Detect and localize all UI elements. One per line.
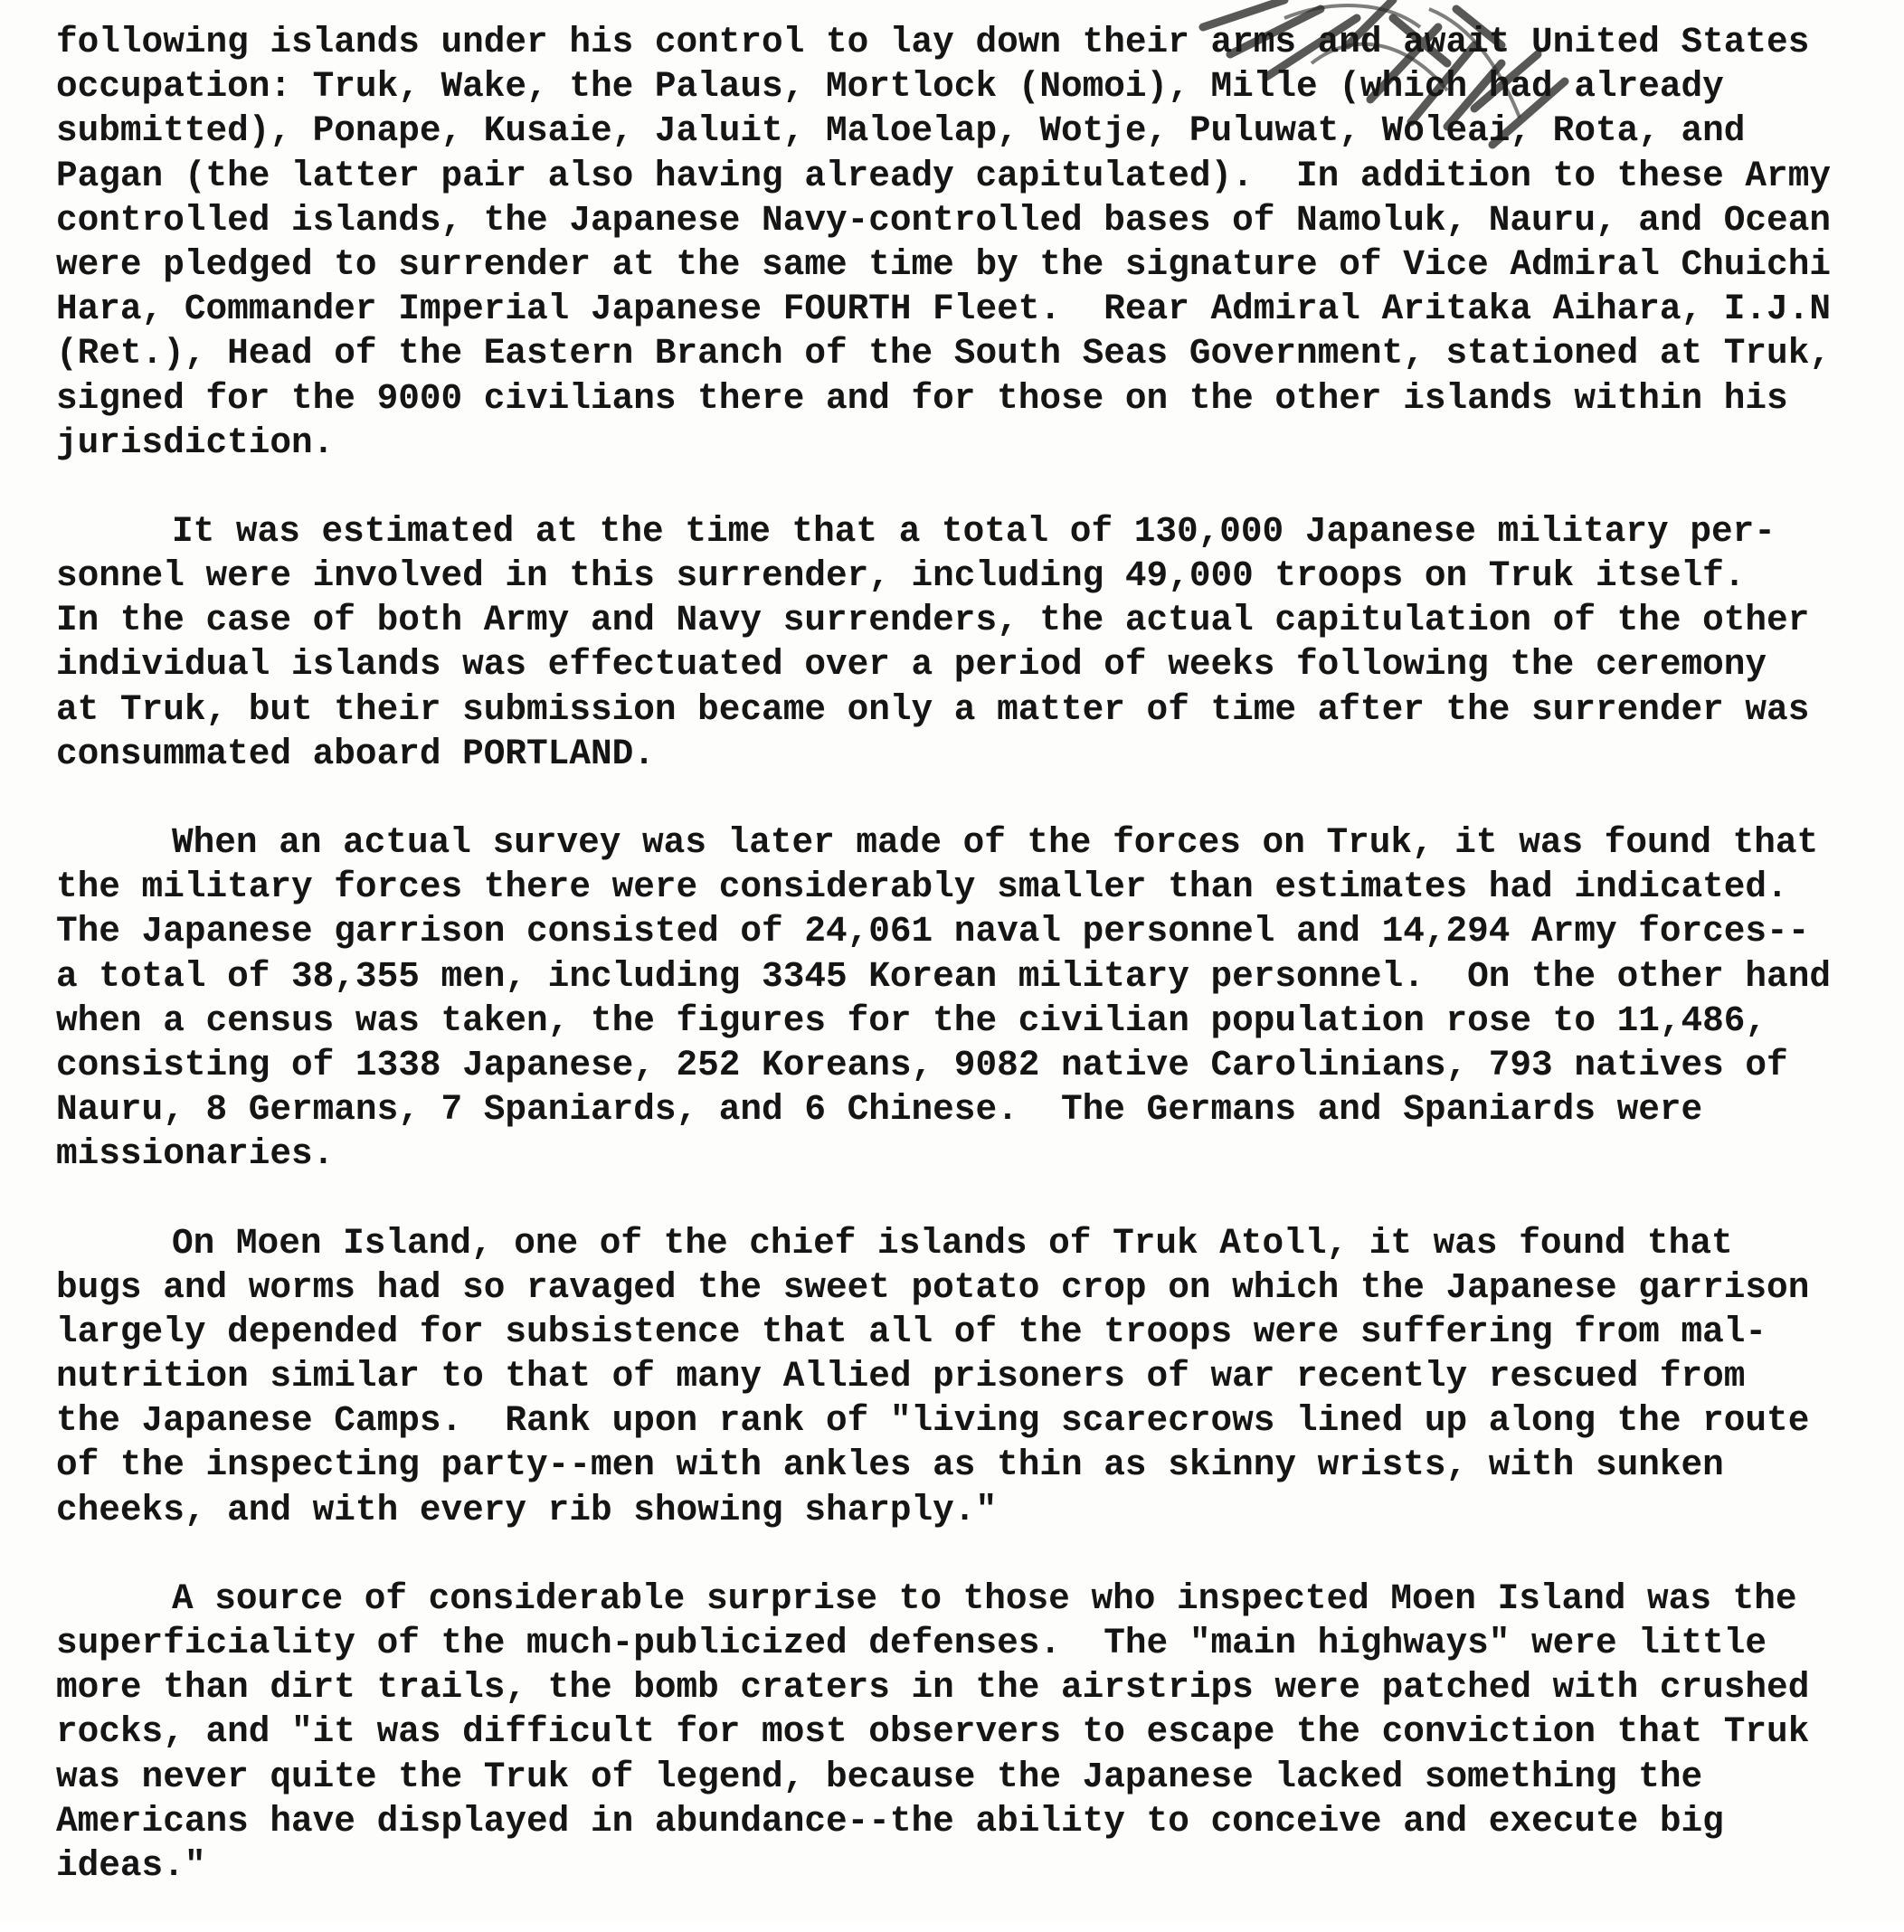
paragraph	[56, 1577, 1892, 1888]
text-line: sonnel were involved in this surrender, including 49,000 troops on Truk itself.	[56, 555, 1746, 597]
text-line-content: When an actual survey was later made of the forces on Truk, it was found that	[172, 822, 1819, 863]
text-line: ideas."	[56, 1844, 206, 1886]
text-line: when a census was taken, the figures for the civilian population rose to 11,486,	[56, 999, 1767, 1041]
text-line: more than dirt trails, the bomb craters in the airstrips were patched with crushed	[56, 1667, 1810, 1709]
text-line: the military forces there were considerably smaller than estimates had indicated.	[56, 867, 1788, 908]
text-line: Pagan (the latter pair also having already capitulated). In addition to these Army	[56, 155, 1831, 196]
text-line	[56, 1577, 1892, 1621]
text-line: submitted), Ponape, Kusaie, Jaluit, Maloelap, Wotje, Puluwat, Woleai, Rota, and	[56, 110, 1746, 152]
text-line	[56, 509, 1892, 554]
text-line	[56, 820, 1892, 865]
text-line: rocks, and "it was difficult for most observers to escape the conviction that Truk	[56, 1711, 1810, 1753]
text-line: consisting of 1338 Japanese, 252 Koreans, 9082 native Carolinians, 793 natives of	[56, 1044, 1788, 1085]
paragraph	[56, 509, 1892, 776]
document-body	[56, 20, 1892, 1932]
text-line: of the inspecting party--men with ankles as thin as skinny wrists, with sunken	[56, 1444, 1724, 1486]
text-line: Americans have displayed in abundance--the ability to conceive and execute big	[56, 1800, 1724, 1842]
text-line: nutrition similar to that of many Allied prisoners of war recently rescued from	[56, 1356, 1746, 1397]
text-line: The Japanese garrison consisted of 24,061 naval personnel and 14,294 Army forces--	[56, 911, 1810, 952]
text-line	[56, 1221, 1892, 1265]
text-line: missionaries.	[56, 1133, 335, 1175]
paragraph	[56, 20, 1892, 465]
text-line-content: It was estimated at the time that a total of 130,000 Japanese military per-	[172, 510, 1776, 552]
text-line: at Truk, but their submission became only a matter of time after the surrender was	[56, 688, 1810, 730]
text-line: In the case of both Army and Navy surrenders, the actual capitulation of the other	[56, 600, 1810, 641]
text-line: largely depended for subsistence that all of the troops were suffering from mal-	[56, 1311, 1767, 1352]
text-line: the Japanese Camps. Rank upon rank of "living scarecrows lined up along the route	[56, 1400, 1810, 1442]
text-line: (Ret.), Head of the Eastern Branch of the South Seas Government, stationed at Truk,	[56, 333, 1831, 374]
text-line: Nauru, 8 Germans, 7 Spaniards, and 6 Chinese. The Germans and Spaniards were	[56, 1089, 1703, 1131]
text-line-content: On Moen Island, one of the chief islands of Truk Atoll, it was found that	[172, 1222, 1733, 1264]
text-line-content: A source of considerable surprise to those who inspected Moen Island was the	[172, 1577, 1797, 1619]
text-line: a total of 38,355 men, including 3345 Korean military personnel. On the other hand	[56, 955, 1831, 997]
paragraph	[56, 1221, 1892, 1532]
text-line: were pledged to surrender at the same time by the signature of Vice Admiral Chuichi	[56, 243, 1831, 285]
text-line: Hara, Commander Imperial Japanese FOURTH Fleet. Rear Admiral Aritaka Aihara, I.J.N	[56, 289, 1831, 330]
text-line: bugs and worms had so ravaged the sweet potato crop on which the Japanese garrison	[56, 1266, 1810, 1308]
paragraph	[56, 820, 1892, 1177]
text-line: was never quite the Truk of legend, because the Japanese lacked something the	[56, 1756, 1703, 1797]
text-line: occupation: Truk, Wake, the Palaus, Mortlock (Nomoi), Mille (which had already	[56, 66, 1724, 108]
text-line: following islands under his control to lay down their arms and await United States	[56, 22, 1810, 62]
text-line: cheeks, and with every rib showing sharply."	[56, 1489, 998, 1530]
text-line: individual islands was effectuated over a period of weeks following the ceremony	[56, 644, 1767, 686]
text-line: signed for the 9000 civilians there and for those on the other islands within his	[56, 377, 1788, 419]
text-line: controlled islands, the Japanese Navy-controlled bases of Namoluk, Nauru, and Ocean	[56, 199, 1831, 241]
text-line: jurisdiction.	[56, 421, 335, 463]
text-line: consummated aboard PORTLAND.	[56, 733, 655, 774]
text-line: superficiality of the much-publicized defenses. The "main highways" were little	[56, 1623, 1767, 1663]
